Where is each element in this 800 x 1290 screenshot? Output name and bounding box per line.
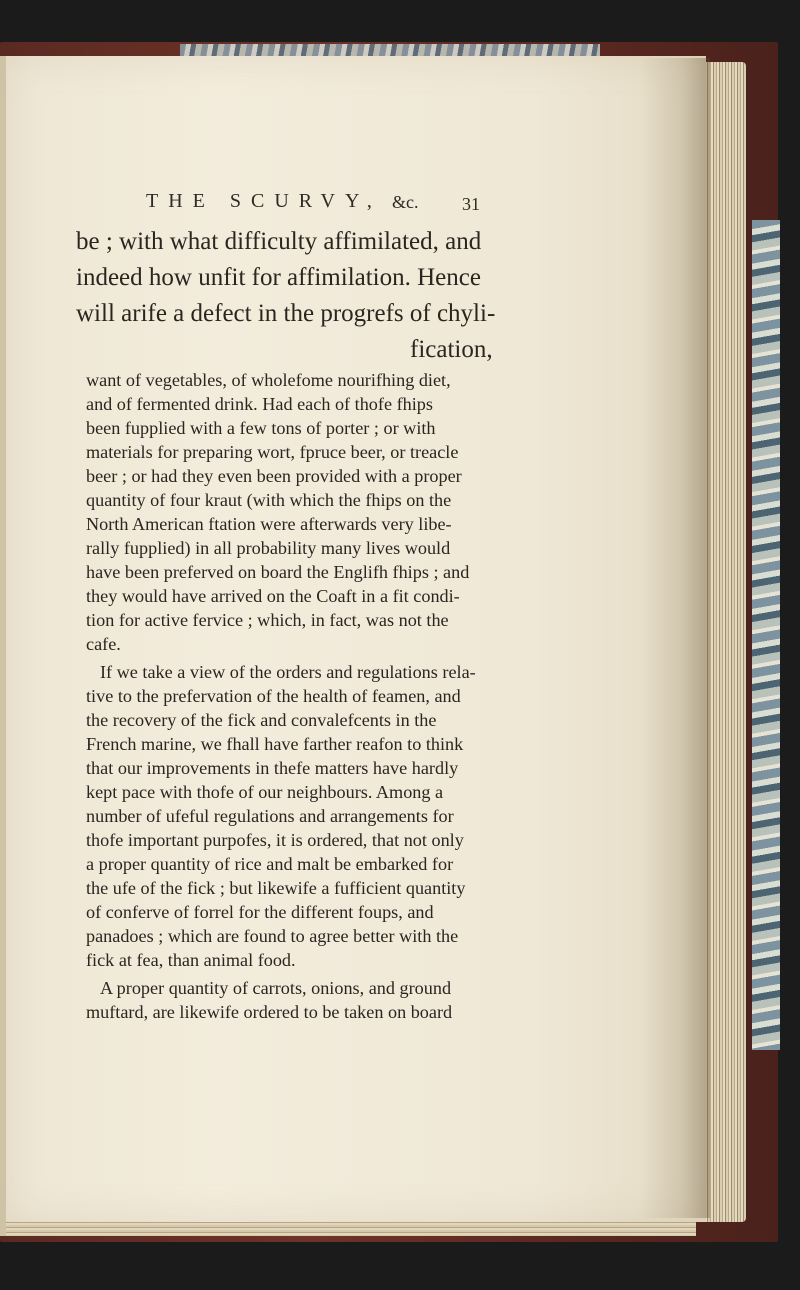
text-line: the recovery of the fick and convalefcents in the <box>86 710 437 730</box>
text-line: of conferve of forrel for the different foups, and <box>86 902 434 922</box>
text-line: they would have arrived on the Coaft in a fit condi- <box>86 586 460 606</box>
text-line: beer ; or had they even been provided with a proper <box>86 466 462 486</box>
text-line: will arife a defect in the progrefs of chyli- <box>76 300 496 327</box>
page-header <box>146 190 486 230</box>
text-line: quantity of four kraut (with which the fhips on the <box>86 490 452 510</box>
gutter-shadow <box>640 58 710 1218</box>
text-line: been fupplied with a few tons of porter ; or with <box>86 418 436 438</box>
text-line: If we take a view of the orders and regulations rela- <box>100 662 476 682</box>
page-number: 31 <box>462 194 480 214</box>
text-line: have been preferved on board the Englifh fhips ; and <box>86 562 470 582</box>
text-line: and of fermented drink. Had each of thofe fhips <box>86 394 433 414</box>
text-line: kept pace with thofe of our neighbours. Among a <box>86 782 444 802</box>
text-line: a proper quantity of rice and malt be embarked for <box>86 854 454 874</box>
marbled-endpaper-right <box>752 220 780 1050</box>
text-line: be ; with what difficulty affimilated, and <box>76 228 482 255</box>
text-line: panadoes ; which are found to agree better with the <box>86 926 459 946</box>
text-line: that our improvements in thefe matters have hardly <box>86 758 459 778</box>
running-head: THE SCURVY, <box>146 190 382 212</box>
text-line: North American ftation were afterwards very libe- <box>86 514 452 534</box>
text-line: cafe. <box>86 634 121 654</box>
text-line: rally fupplied) in all probability many lives would <box>86 538 451 558</box>
text-line: number of ufeful regulations and arrangements for <box>86 806 454 826</box>
text-line: want of vegetables, of wholefome nourifhing diet, <box>86 370 451 390</box>
text-line: indeed how unfit for affimilation. Hence <box>76 264 481 291</box>
text-line: materials for preparing wort, fpruce beer, or treacle <box>86 442 459 462</box>
text-line: thofe important purpofes, it is ordered, that not only <box>86 830 464 850</box>
text-line: tive to the prefervation of the health of feamen, and <box>86 686 461 706</box>
book-page <box>6 56 706 1222</box>
text-line: French marine, we fhall have farther reafon to think <box>86 734 464 754</box>
text-line: tion for active fervice ; which, in fact, was not the <box>86 610 449 630</box>
text-line: the ufe of the fick ; but likewife a fufficient quantity <box>86 878 466 898</box>
text-line: fick at fea, than animal food. <box>86 950 296 970</box>
running-head-etc: &c. <box>392 192 419 212</box>
text-line: fication, <box>410 336 493 363</box>
text-line: muftard, are likewife ordered to be taken on board <box>86 1002 453 1022</box>
text-line: A proper quantity of carrots, onions, and ground <box>100 978 452 998</box>
